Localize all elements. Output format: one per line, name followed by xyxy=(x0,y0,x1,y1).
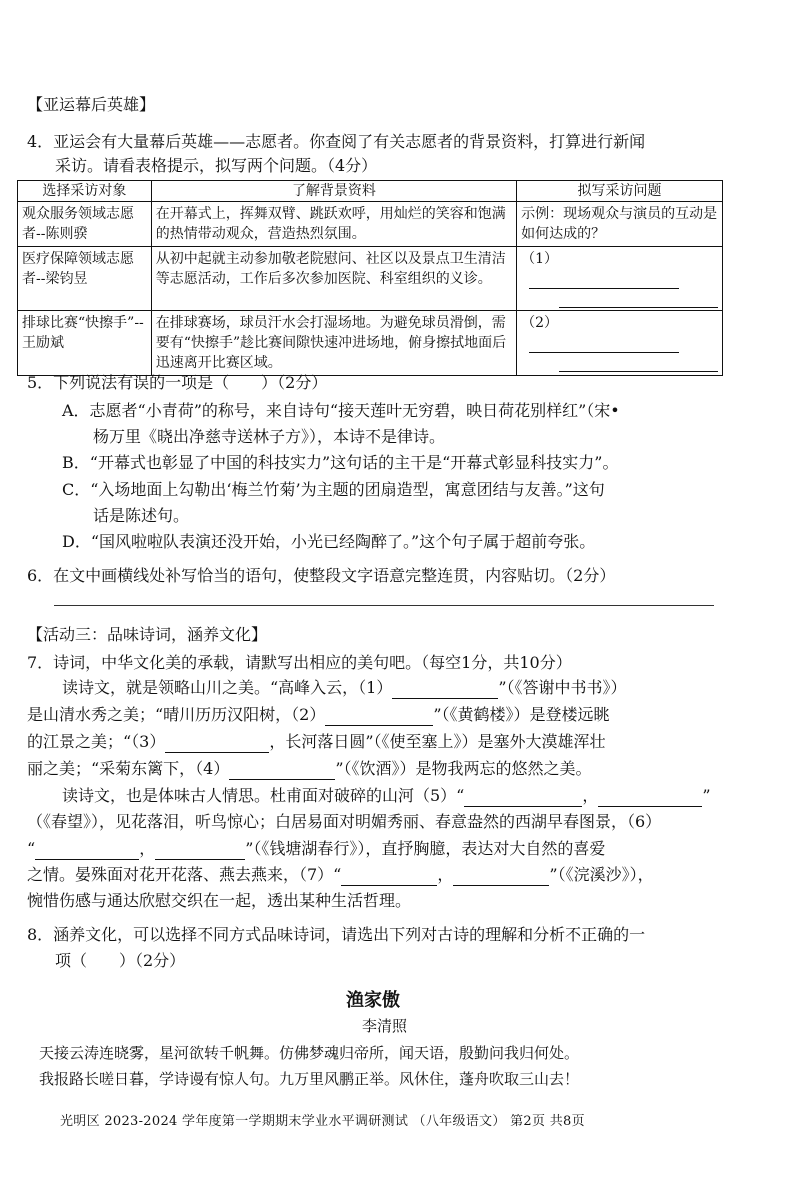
q5-option-c-line2: 话是陈述句。 xyxy=(93,506,190,525)
blank-7b[interactable] xyxy=(453,869,549,886)
q7-text: ”（《浣溪沙》）， xyxy=(549,865,654,884)
q6-answer-line[interactable] xyxy=(54,605,714,606)
q6-stem: 6．在文中画横线处补写恰当的语句，使整段文字语意完整连贯，内容贴切。（2分） xyxy=(27,566,616,585)
q7-text: ” xyxy=(702,786,711,805)
blank-5a[interactable] xyxy=(464,790,582,807)
row1-target: 观众服务领域志愿者--陈则骙 xyxy=(18,202,152,247)
blank-2[interactable] xyxy=(325,709,433,726)
q7-text: ”（《答谢中书书》） xyxy=(498,678,627,697)
q5-option-a-line1: A．志愿者“小青荷”的称号，来自诗句“接天莲叶无穷碧，映日荷花别样红”（宋• xyxy=(62,401,620,420)
q4-stem-line2: 采访。请看表格提示，拟写两个问题。（4分） xyxy=(55,156,378,175)
q7-text: 是山清水秀之美；“晴川历历汉阳树，（2） xyxy=(27,705,326,724)
q7-p2-line3 xyxy=(27,838,605,860)
q7-text: ”（《钱塘湖春行》），直抒胸臆，表达对大自然的喜爱 xyxy=(245,839,606,858)
q7-text: ，长河落日圆”（《使至塞上》）是塞外大漠雄浑壮 xyxy=(269,732,606,751)
blank-6a[interactable] xyxy=(35,843,139,860)
answer-line-1a[interactable] xyxy=(529,272,679,289)
blank-3[interactable] xyxy=(165,736,269,753)
row2-background: 从初中起就主动参加敬老院慰问、社区以及景点卫生清洁等志愿活动，工作后多次参加医院、科室组织的义诊。 xyxy=(151,247,516,311)
poem-line2: 我报路长嗟日暮，学诗谩有惊人句。九万里风鹏正举。风休住，蓬舟吹取三山去！ xyxy=(39,1070,580,1088)
q5-option-c-line1: C．“入场地面上勾勒出‘梅兰竹菊’为主题的团扇造型，寓意团结与友善。”这句 xyxy=(62,480,605,499)
q5-option-a-line2: 杨万里《晓出净慈寺送林子方》），本诗不是律诗。 xyxy=(93,427,446,446)
q5-option-b: B．“开幕式也彰显了中国的科技实力”这句话的主干是“开幕式彰显科技实力”。 xyxy=(62,453,619,472)
blank-4[interactable] xyxy=(229,763,335,780)
row3-question-label: （2） xyxy=(521,315,558,331)
poem-title: 渔家傲 xyxy=(346,990,400,1011)
row3-background: 在排球赛场，球员汗水会打湿场地。为避免球员滑倒，需要有“快擦手”趁比赛间隙快速冲进场地，俯身擦拭地面后迅速离开比赛区域。 xyxy=(151,311,516,376)
q7-p1-line2 xyxy=(27,704,610,726)
q8-stem-line1: 8．涵养文化，可以选择不同方式品味诗词，请选出下列对古诗的理解和分析不正确的一 xyxy=(27,925,646,944)
answer-line-1b[interactable] xyxy=(559,289,718,308)
blank-5b[interactable] xyxy=(598,790,702,807)
q7-p1-line4 xyxy=(27,758,592,780)
q7-text: ， xyxy=(582,786,599,805)
table-row xyxy=(18,311,723,376)
poem-author: 李清照 xyxy=(362,1017,408,1035)
q5-option-d: D．“国风啦啦队表演还没开始，小光已经陶醉了。”这个句子属于超前夸张。 xyxy=(62,532,596,551)
q7-text: ， xyxy=(139,839,156,858)
q7-text: 丽之美；“采菊东篱下，（4） xyxy=(27,759,230,778)
q7-p2-line5: 惋惜伤感与通达欣慰交织在一起，透出某种生活哲理。 xyxy=(27,891,412,910)
poem-line1: 天接云涛连晓雾，星河欲转千帆舞。仿佛梦魂归帝所，闻天语，殷勤问我归何处。 xyxy=(39,1044,580,1062)
q7-p2-line2: （《春望》），见花落泪，听鸟惊心；白居易面对明媚秀丽、春意盎然的西湖早春图景，（6） xyxy=(27,812,662,831)
row2-target: 医疗保障领域志愿者--梁钧昱 xyxy=(18,247,152,311)
q7-text: ， xyxy=(437,865,454,884)
row3-target: 排球比赛“快擦手”--王励斌 xyxy=(18,311,152,376)
row1-background: 在开幕式上，挥舞双臂、跳跃欢呼，用灿烂的笑容和饱满的热情带动观众，营造热烈氛围。 xyxy=(151,202,516,247)
row3-question-cell xyxy=(517,311,723,376)
table-row xyxy=(18,202,723,247)
q7-text: 的江景之美；“（3） xyxy=(27,732,166,751)
answer-line-2b[interactable] xyxy=(559,353,718,372)
row2-question-cell xyxy=(517,247,723,311)
q7-text: 读诗文，也是体味古人情思。杜甫面对破碎的山河（5）“ xyxy=(62,786,465,805)
q7-stem: 7．诗词，中华文化美的承载，请默写出相应的美句吧。（每空1分，共10分） xyxy=(27,653,572,672)
blank-7a[interactable] xyxy=(341,869,437,886)
q4-stem-line1: 4．亚运会有大量幕后英雄——志愿者。你查阅了有关志愿者的背景资料，打算进行新闻 xyxy=(27,132,646,151)
q7-text: “ xyxy=(27,839,36,858)
section-title-activity3: 【活动三：品味诗词，涵养文化】 xyxy=(27,625,268,644)
row1-question: 示例：现场观众与演员的互动是如何达成的？ xyxy=(517,202,723,247)
q7-text: 读诗文，就是领略山川之美。“高峰入云，（1） xyxy=(62,678,393,697)
section-title-asian-games: 【亚运幕后英雄】 xyxy=(27,95,156,114)
answer-line-2a[interactable] xyxy=(529,336,679,353)
q7-p1-line1 xyxy=(62,677,627,699)
page-footer: 光明区 2023-2024 学年度第一学期期末学业水平调研测试 （八年级语文） 第2页 共8页 xyxy=(60,1114,585,1129)
blank-6b[interactable] xyxy=(155,843,245,860)
table-header-row xyxy=(18,181,723,202)
row2-question-label: （1） xyxy=(521,251,558,267)
q7-p2-line1 xyxy=(62,785,711,807)
header-target: 选择采访对象 xyxy=(18,181,152,202)
q5-stem: 5．下列说法有误的一项是（ ）（2分） xyxy=(27,373,328,392)
q8-stem-line2: 项（ ）（2分） xyxy=(55,951,186,970)
blank-1[interactable] xyxy=(392,682,498,699)
header-question: 拟写采访问题 xyxy=(517,181,723,202)
table-row xyxy=(18,247,723,311)
interview-table xyxy=(17,180,723,376)
q7-text: ”（《饮酒》）是物我两忘的悠然之美。 xyxy=(335,759,592,778)
q7-text: ”（《黄鹤楼》）是登楼远眺 xyxy=(433,705,610,724)
q7-p1-line3 xyxy=(27,731,606,753)
header-background: 了解背景资料 xyxy=(151,181,516,202)
q7-text: 之情。晏殊面对花开花落、燕去燕来，（7）“ xyxy=(27,865,342,884)
q7-p2-line4 xyxy=(27,864,654,886)
